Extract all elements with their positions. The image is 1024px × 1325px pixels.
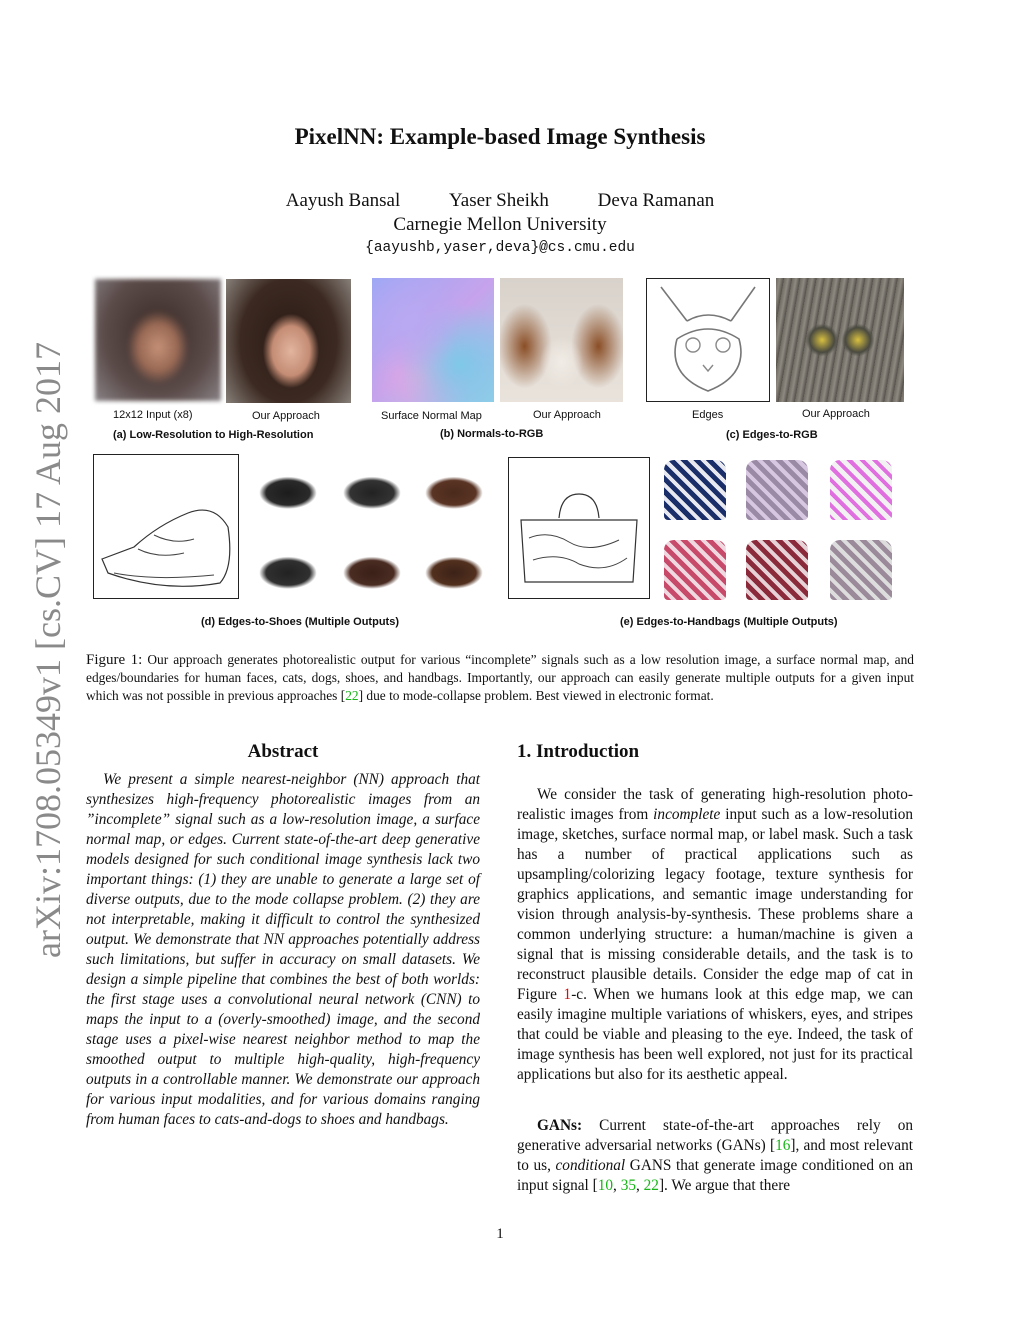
figure-label: Edges	[692, 409, 724, 421]
affiliation: Carnegie Mellon University	[393, 214, 607, 235]
author-name: Yaser Sheikh	[448, 190, 549, 211]
gans-paragraph	[517, 1116, 913, 1196]
intro-text: -c. When we humans look at this edge map, we can easily imagine multiple variations of whiskers, eyes, and stripes that could be viable and pleasing to the eye. Indeed, the task of image synthesis has been well explored, not just for its practical applications but also for its aesthetic appeal.	[517, 986, 914, 1083]
cat-output-image	[776, 278, 904, 402]
figure-caption	[86, 651, 914, 705]
dog-output-image	[500, 278, 623, 402]
figure-reference-link[interactable]: 1	[563, 986, 572, 1003]
face-output-image	[226, 279, 351, 403]
figure-label: 12x12 Input (x8)	[113, 409, 193, 421]
subfigure-caption-a: (a) Low-Resolution to High-Resolution	[113, 429, 314, 441]
paragraph-lead: GANs:	[537, 1117, 583, 1134]
handbag-output-image	[664, 460, 726, 520]
intro-text: input such as a low-resolution image, sketches, surface normal map, or label mask. Such a task has a number of practical applications such as upsampling/colorizing legacy footage, texture synthesis for graphics applications, and semantic image understanding for vision through analysis-by-synthesis. These problems share a common underlying structure: a human/machine is given a signal that is missing considerable details, and the task is to reconstruct plausible details. Consider the edge map of cat in Figure	[517, 806, 914, 1003]
intro-emphasis: conditional	[555, 1157, 626, 1174]
arxiv-stamp: arXiv:1708.05349v1 [cs.CV] 17 Aug 2017	[28, 342, 68, 958]
intro-paragraph	[517, 785, 913, 1085]
figure-tag: Figure 1:	[86, 652, 143, 668]
subfigure-caption-c: (c) Edges-to-RGB	[726, 429, 818, 441]
handbag-output-image	[746, 540, 808, 600]
figure-label: Our Approach	[533, 409, 601, 421]
handbag-edge-sketch	[509, 458, 649, 598]
author-emails: {aayushb,yaser,deva}@cs.cmu.edu	[365, 240, 635, 256]
shoe-output-image	[414, 462, 494, 518]
intro-text: We consider the task of generating high-resolution photo-realistic images from	[517, 786, 913, 823]
cat-edge-sketch	[647, 279, 769, 401]
low-res-face-image	[95, 279, 221, 401]
author-name: Deva Ramanan	[597, 190, 715, 211]
handbag-output-image	[830, 540, 892, 600]
intro-text: GANS that generate image conditioned on an input signal [	[517, 1157, 913, 1194]
shoe-output-image	[248, 462, 328, 518]
citation-link[interactable]: 10	[597, 1177, 614, 1194]
figure-label: Our Approach	[252, 410, 320, 422]
citation-link[interactable]: 16	[775, 1137, 791, 1154]
caption-text: Our approach generates photorealistic output for various “incomplete” signals such as a low resolution image, a surface normal map, and edges/boundaries for human faces, cats, dogs, shoes, and handbags. Importantly, our approach can easily generate multiple outputs for a given input which was not possible in previous approaches [	[86, 652, 914, 703]
intro-text: ]. We argue that there	[658, 1177, 791, 1194]
citation-link[interactable]: 22	[345, 688, 359, 703]
abstract-heading: Abstract	[247, 741, 319, 762]
handbag-output-image	[746, 460, 808, 520]
page-number: 1	[496, 1226, 504, 1242]
shoe-output-image	[332, 462, 412, 518]
handbag-output-image	[830, 460, 892, 520]
citation-link[interactable]: 22	[643, 1177, 659, 1194]
author-name: Aayush Bansal	[285, 190, 401, 211]
intro-emphasis: incomplete	[653, 806, 721, 823]
shoe-edge-image	[93, 454, 239, 599]
shoe-edge-sketch	[94, 455, 238, 598]
separator: ,	[613, 1177, 621, 1194]
figure-label: Our Approach	[802, 408, 870, 420]
subfigure-caption-e: (e) Edges-to-Handbags (Multiple Outputs)	[620, 616, 838, 628]
surface-normal-image	[372, 278, 494, 402]
paper-title: PixelNN: Example-based Image Synthesis	[294, 124, 706, 149]
subfigure-caption-d: (d) Edges-to-Shoes (Multiple Outputs)	[201, 616, 399, 628]
citation-link[interactable]: 35	[620, 1177, 636, 1194]
caption-text: ] due to mode-collapse problem. Best viewed in electronic format.	[358, 688, 714, 703]
separator: ,	[635, 1177, 644, 1194]
subfigure-caption-b: (b) Normals-to-RGB	[440, 428, 544, 440]
intro-text: Current state-of-the-art approaches rely on generative adversarial networks (GANs) [	[517, 1117, 913, 1154]
shoe-output-image	[248, 542, 328, 598]
intro-text: ], and most relevant to us,	[517, 1137, 913, 1174]
shoe-output-image	[414, 542, 494, 598]
handbag-output-image	[664, 540, 726, 600]
abstract-text: We present a simple nearest-neighbor (NN) approach that synthesizes high-frequency photorealistic images from an ”incomplete” signal such as a low-resolution image, a surface normal map, or edges. Current state-of-the-art deep generative models designed for such conditional image synthesis lack two important things: (1) they are unable to generate a large set of diverse outputs, due to the mode collapse problem. (2) they are not interpretable, making it difficult to control the synthesized output. We demonstrate that NN approaches potentially address such limitations, but suffer in accuracy on small datasets. We design a simple pipeline that combines the best of both worlds: the first stage uses a convolutional neural network (CNN) to maps the input to a (overly-smoothed) image, and the second stage uses a pixel-wise nearest neighbor method to map the smoothed output to multiple high-quality, high-frequency outputs in a controllable manner. We demonstrate our approach for various input modalities, and for various domains ranging from human faces to cats-and-dogs to shoes and handbags.	[86, 771, 480, 1128]
section-heading-introduction: 1. Introduction	[517, 741, 640, 762]
author-list	[0, 190, 1000, 212]
figure-label: Surface Normal Map	[381, 410, 482, 422]
handbag-edge-image	[508, 457, 650, 599]
shoe-output-image	[332, 542, 412, 598]
cat-edge-image	[646, 278, 770, 402]
